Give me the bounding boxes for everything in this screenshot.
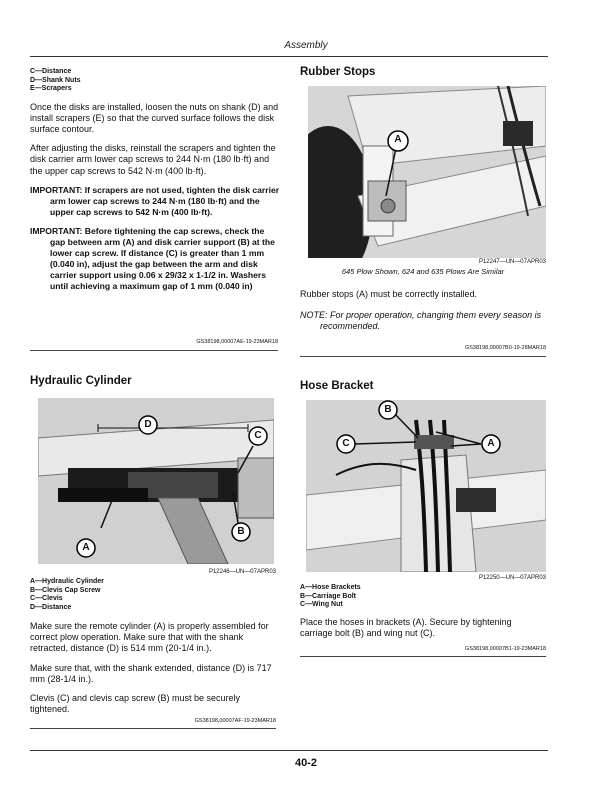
legend-d: D—Shank Nuts [30, 76, 81, 84]
hydraulic-cylinder-title: Hydraulic Cylinder [30, 375, 132, 387]
hose-bracket-figure [306, 400, 546, 572]
hydraulic-fig-id: P12246—UN—07APR03 [208, 569, 276, 575]
rubber-stops-figure [308, 86, 546, 258]
legend-d: D—Distance [30, 603, 72, 611]
hydraulic-paragraph-2: Make sure that, with the shank extended, distance (D) is 717 mm (28-1/4 in.). [30, 662, 272, 684]
rubber-stops-fig-id: P12247—UN—07APR03 [478, 259, 546, 265]
legend-c: C—Wing Nut [300, 601, 343, 608]
cylinder-illustration [38, 398, 274, 564]
hose-bracket-illustration [306, 400, 546, 572]
callout-b: B [384, 404, 392, 415]
left-top-ref: GS38198,00007AE-19-23MAR18 [196, 339, 278, 345]
legend-a: A—Hydraulic Cylinder [30, 578, 104, 585]
left-top-rule [30, 350, 278, 351]
hydraulic-paragraph-1: Make sure the remote cylinder (A) is properly assembled for correct plow operation. Make sure that with the shank retracted, distance (D) is 514 mm (20-1/4 in.). [30, 621, 269, 654]
page-header: Assembly [284, 40, 328, 51]
footer-rule [30, 750, 548, 751]
hose-fig-id: P12250—UN—07APR03 [478, 575, 546, 581]
rubber-stops-paragraph: Rubber stops (A) must be correctly installed. [300, 289, 478, 299]
scraper-install-paragraph: Once the disks are installed, loosen the nuts on shank (D) and install scrapers (E) so that the curved surface follows the disk surface contour. [30, 101, 279, 134]
callout-a: A [82, 542, 90, 553]
callout-a: A [487, 438, 495, 449]
rubber-stops-rule [300, 356, 546, 357]
hose-paragraph: Place the hoses in brackets (A). Secure by tightening carriage bolt (B) and wing nut (C). [300, 617, 512, 639]
rubber-stops-title: Rubber Stops [300, 66, 376, 78]
callout-d: D [144, 419, 152, 430]
hydraulic-body [30, 621, 278, 723]
callout-b: B [237, 526, 245, 537]
hydraulic-legend [30, 578, 276, 612]
rubber-stops-caption: 645 Plow Shown, 624 and 635 Plows Are Similar [341, 267, 505, 276]
important-note-1: IMPORTANT: If scrapers are not used, tighten the disk carrier arm lower cap screws to 244 N·m (180 lb·ft) and the upper cap screws to 542 N·m (400 lb·ft). [30, 184, 280, 217]
page-number: 40-2 [294, 757, 318, 769]
hydraulic-paragraph-3: Clevis (C) and clevis cap screw (B) must be securely tightened. [30, 693, 241, 715]
hose-legend [300, 584, 546, 610]
hydraulic-ref: GS38198,00007AF-19-23MAR18 [194, 718, 276, 724]
callout-c: C [254, 430, 262, 441]
hydraulic-rule [30, 728, 276, 729]
header-rule [30, 56, 548, 57]
legend-c: C—Clevis [30, 595, 63, 602]
important-note-2: IMPORTANT: Before tightening the cap screws, check the gap between arm (A) and disk carrier support (B) at the lower cap screw. If distance (C) is greater than 1 mm (0.040 in), adjust the gap between the arm and disk carrier support using 0.06 x 29/32 x 1-1/2 in. Washers until achieving a maximum gap of 1 mm (0.040 in) [30, 225, 275, 291]
callout-a: A [394, 134, 402, 145]
plow-frame-illustration [308, 86, 546, 258]
legend-e: E—Scrapers [30, 85, 72, 92]
rubber-stops-note: NOTE: For proper operation, changing them every season is recommended. [300, 310, 542, 332]
hose-ref: GS38198,00007B1-19-23MAR18 [464, 646, 546, 652]
hose-rule [300, 656, 546, 657]
legend-b: B—Clevis Cap Screw [30, 586, 101, 594]
callout-c: C [342, 438, 350, 449]
hose-bracket-title: Hose Bracket [300, 380, 374, 392]
left-top-section [30, 68, 280, 300]
torque-paragraph: After adjusting the disks, reinstall the scrapers and tighten the disk carrier arm lower cap screws to 244 N·m (180 lb·ft) and the upper cap screws to 542 N·m (400 lb·ft). [30, 143, 276, 176]
legend-c: C—Distance [30, 68, 72, 75]
legend-b: B—Carriage Bolt [300, 592, 357, 600]
legend-a: A—Hose Brackets [300, 584, 361, 591]
rubber-stops-ref: GS38198,00007B0-19-28MAR18 [464, 345, 546, 351]
hydraulic-cylinder-figure [38, 398, 274, 564]
